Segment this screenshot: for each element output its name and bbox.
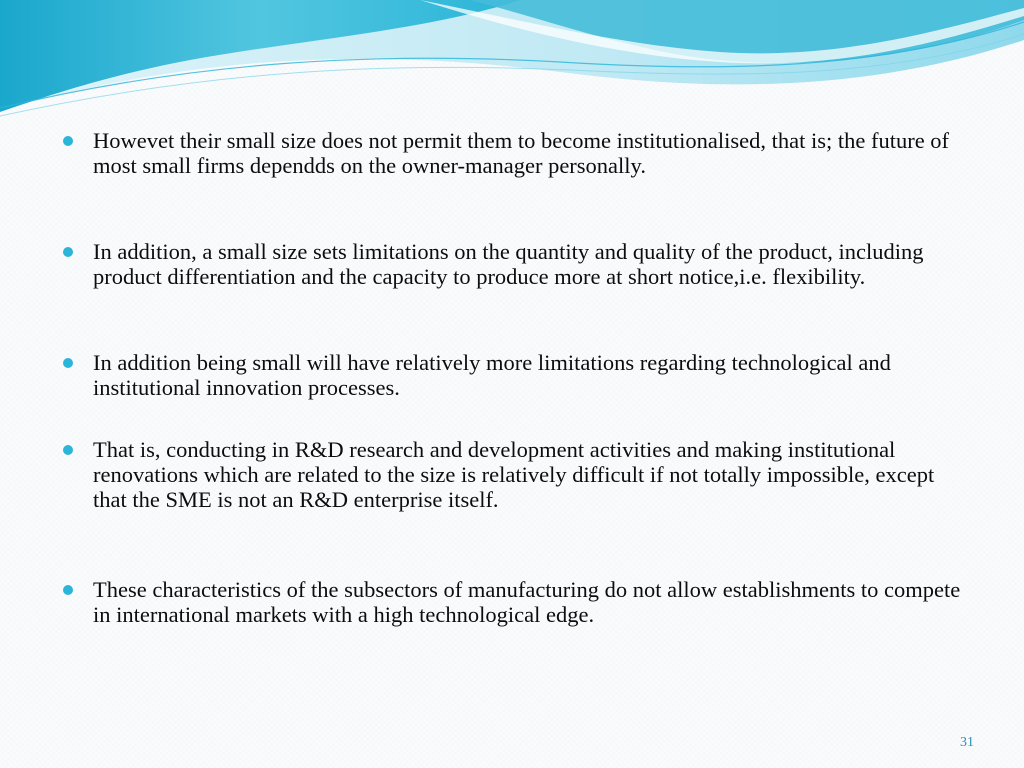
bullet-dot-icon [63,136,73,146]
bullet-item [62,239,962,289]
bullet-text: In addition, a small size sets limitations on the quantity and quality of the product, including product differentiation and the capacity to produce more at short notice,i.e. flexibility. [93,239,924,289]
bullet-dot-icon [63,445,73,455]
bullet-text: These characteristics of the subsectors of manufacturing do not allow establishments to compete in international markets with a high technological edge. [93,577,961,627]
bullet-item [62,128,962,178]
bullet-dot-icon [63,585,73,595]
bullet-item [62,577,962,627]
bullet-dot-icon [63,358,73,368]
bullet-text: That is, conducting in R&D research and development activities and making institutional renovations which are related to the size is relatively difficult if not totally impossible, except that the SME is not an R&D enterprise itself. [93,437,935,512]
bullet-text: Howevet their small size does not permit them to become institutionalised, that is; the future of most small firms dependds on the owner-manager personally. [93,128,950,178]
page-number: 31 [960,735,974,750]
bullet-text: In addition being small will have relatively more limitations regarding technological and institutional innovation processes. [93,350,891,400]
bullet-item [62,350,962,400]
bullet-item [62,437,962,512]
bullet-dot-icon [63,247,73,257]
header-wave-decoration [0,0,1024,130]
